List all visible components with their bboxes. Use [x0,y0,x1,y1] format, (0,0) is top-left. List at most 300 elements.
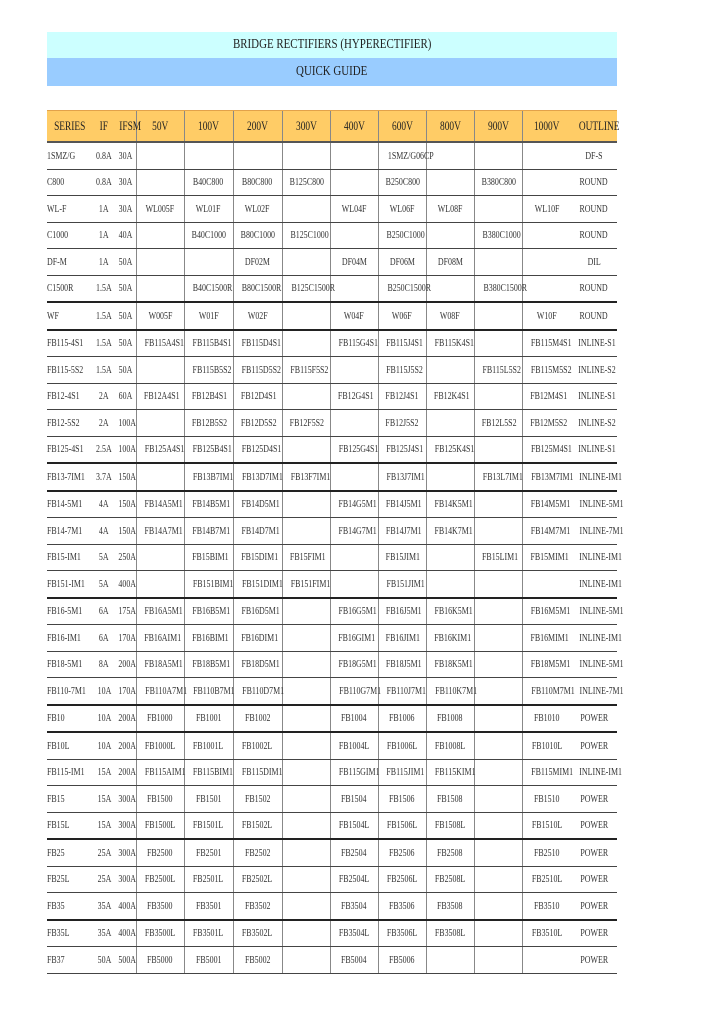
cell-text: FB125B4S1 [192,443,232,456]
table-cell [474,651,522,678]
table-row [47,732,617,759]
table-cell [426,920,474,947]
cell-text: FB3508L [434,927,466,940]
cell-text: FB3502 [244,899,271,912]
table-cell [426,410,474,437]
table-cell [474,839,522,866]
cell-text: FB151FIM1 [290,577,330,590]
series-cell [47,383,93,410]
cell-text: B380C1000 [481,229,521,242]
table-cell [233,812,282,839]
table-cell [426,866,474,893]
cell-text: FB14M7M1 [530,524,570,537]
cell-text: FB1001L [193,739,224,752]
table-cell [282,678,330,705]
table-cell [522,893,571,920]
table-cell [522,786,571,813]
cell-text: 500A [118,953,137,966]
table-cell [330,812,378,839]
outline-cell [571,275,617,302]
cell-text: FB18G5M1 [337,658,377,671]
cell-text: FB2506 [389,846,415,859]
cell-text: FB151BIM1 [192,577,233,590]
cell-text: FB1004L [338,739,370,752]
cell-text: 200A [118,658,137,671]
table-cell [426,491,474,518]
table-cell [93,598,115,625]
cell-text: FB1501L [193,819,224,832]
outline-cell [571,463,622,491]
series-cell [47,169,93,196]
table-cell [115,625,136,652]
table-cell [522,625,571,652]
series-cell [47,196,93,223]
outline-cell [571,705,617,733]
table-cell [282,463,330,491]
cell-text: FB12A4S1 [143,390,180,403]
table-cell [93,625,115,652]
table-cell [378,866,426,893]
table-cell [136,866,184,893]
table-cell [282,651,330,678]
table-row [47,598,617,625]
cell-text: POWER [580,846,608,859]
cell-text: 5A [99,577,109,590]
table-cell [184,330,233,357]
cell-text: FB16GIM1 [337,631,375,644]
cell-text: 1.5A [96,337,112,350]
cell-text: 2A [99,390,109,403]
cell-text: DF02M [244,255,271,268]
cell-text: FB1504 [341,792,367,805]
outline-cell [571,839,617,866]
table-row [47,518,617,545]
cell-text: FB13D7IM1 [241,470,283,483]
cell-text: FB18D5M1 [240,658,280,671]
cell-text: FB3500 [147,899,173,912]
series-cell [47,786,93,813]
table-cell [184,275,233,302]
table-cell [115,463,136,491]
cell-text: FB16A5M1 [143,605,183,618]
cell-text: POWER [580,792,608,805]
cell-text: FB125-4S1 [47,443,84,456]
quick-guide-table [47,110,624,974]
series-cell [47,920,93,947]
table-cell [233,920,282,947]
outline-cell [571,571,622,598]
table-cell [233,518,282,545]
cell-text: FB115J5S2 [385,363,423,376]
table-cell [233,705,282,733]
table-cell [474,947,522,974]
table-cell [330,947,378,974]
table-cell [115,410,136,437]
cell-text: FB16M5M1 [530,605,570,618]
outline-cell [571,759,622,786]
cell-text: FB16-IM1 [47,631,81,644]
column-header [93,111,115,143]
table-cell [330,518,378,545]
table-cell [115,330,136,357]
table-cell [115,196,136,223]
table-cell [330,410,378,437]
column-header-label: 400V [343,118,365,133]
table-cell [378,839,426,866]
cell-text: C1000 [47,229,69,242]
cell-text: FB13J7IM1 [385,470,425,483]
table-cell [474,142,522,169]
cell-text: FB5000 [147,953,173,966]
cell-text: 150A [118,498,137,511]
series-cell [47,436,93,463]
table-cell [378,518,426,545]
outline-cell [571,786,617,813]
cell-text: FB1001 [195,712,222,725]
table-cell [93,302,115,330]
table-cell [330,142,378,169]
table-cell [522,732,571,759]
table-cell [282,893,330,920]
cell-text: FB14G7M1 [337,524,377,537]
cell-text: 3.7A [96,470,112,483]
cell-text: FB1010 [533,712,560,725]
table-cell [233,651,282,678]
table-cell [93,544,115,571]
cell-text: 35A [97,899,111,912]
cell-text: 6A [99,605,109,618]
cell-text: 25A [97,873,111,886]
cell-text: FB12J4S1 [385,390,419,403]
cell-text: 1.5A [96,282,112,295]
table-cell [378,705,426,733]
cell-text: INLINE-IM1 [579,470,622,483]
cell-text: FB15BIM1 [191,551,229,564]
outline-cell [571,142,617,169]
cell-text: FB13F7IM1 [290,470,330,483]
table-cell [474,812,522,839]
table-cell [522,463,571,491]
cell-text: 50A [118,309,133,322]
cell-text: FB12K4S1 [433,390,470,403]
cell-text: B40C800 [193,176,224,189]
cell-text: FB115B4S1 [192,337,231,350]
table-cell [282,302,330,330]
table-cell [330,625,378,652]
cell-text: FB2506L [386,873,418,886]
cell-text: FB5001 [195,953,222,966]
series-cell [47,866,93,893]
cell-text: 0.8A [96,176,112,189]
subtitle-band [47,58,617,86]
cell-text: FB5002 [244,953,271,966]
table-row [47,651,617,678]
table-cell [282,436,330,463]
cell-text: FB2501 [195,846,222,859]
table-cell [184,893,233,920]
cell-text: FB3510L [531,927,562,940]
table-row [47,759,617,786]
table-cell [378,357,426,384]
cell-text: INLINE-S1 [578,443,616,456]
series-cell [47,812,93,839]
outline-cell [571,598,624,625]
table-cell [184,196,233,223]
table-cell [136,410,184,437]
cell-text: FB16G5M1 [337,605,377,618]
cell-text: FB14-5M1 [47,498,83,511]
table-cell [184,518,233,545]
table-cell [184,491,233,518]
cell-text: FB125J4S1 [385,443,423,456]
cell-text: 150A [118,470,137,483]
column-header-label: 1000V [534,118,560,133]
table-cell [115,598,136,625]
table-cell [93,786,115,813]
cell-text: FB125G4S1 [338,443,378,456]
table-cell [93,222,115,249]
cell-text: 10A [97,712,111,725]
table-cell [474,249,522,276]
outline-cell [571,222,617,249]
table-cell [184,222,233,249]
cell-text: FB125K4S1 [434,443,474,456]
cell-text: 30A [118,149,133,162]
cell-text: INLINE-5M1 [579,658,624,671]
cell-text: 1.5A [96,363,112,376]
cell-text: FB115D5S2 [241,363,281,376]
cell-text: FB12-4S1 [47,390,80,403]
table-cell [93,732,115,759]
table-cell [522,383,571,410]
cell-text: WL-F [47,202,67,215]
table-cell [378,812,426,839]
table-cell [93,463,115,491]
table-cell [330,705,378,733]
table-cell [282,330,330,357]
cell-text: FB1502L [242,819,273,832]
outline-cell [571,651,624,678]
table-cell [330,759,378,786]
cell-text: 15A [97,792,111,805]
cell-text: INLINE-IM1 [579,551,622,564]
table-cell [330,463,378,491]
table-cell [93,196,115,223]
cell-text: FB15LIM1 [481,551,518,564]
table-cell [378,571,426,598]
cell-text: W01F [198,309,219,322]
table-cell [474,598,522,625]
cell-text: FB16D5M1 [240,605,280,618]
table-row [47,357,617,384]
cell-text: 50A [118,255,133,268]
cell-text: 1SMZ/G06CP [387,149,434,162]
cell-text: FB125M4S1 [530,443,572,456]
cell-text: 15A [97,766,111,779]
cell-text: 1A [99,255,109,268]
series-cell [47,518,93,545]
cell-text: 5A [99,551,109,564]
series-cell [47,571,93,598]
table-cell [136,786,184,813]
table-cell [474,222,522,249]
cell-text: 175A [118,605,137,618]
cell-text: FB12J5S2 [385,416,419,429]
cell-text: INLINE-S1 [578,337,616,350]
cell-text: FB3501L [193,927,224,940]
cell-text: 300A [118,873,137,886]
column-header [571,111,620,143]
cell-text: FB1510L [531,819,562,832]
table-cell [136,491,184,518]
cell-text: 4A [99,498,109,511]
cell-text: 300A [118,846,137,859]
column-header [522,111,571,143]
table-cell [282,142,330,169]
table-cell [474,893,522,920]
cell-text: FB1506L [386,819,418,832]
table-row [47,196,617,223]
table-cell [115,169,136,196]
cell-text: FB1006L [386,739,418,752]
table-cell [136,463,184,491]
cell-text: INLINE-5M1 [579,605,624,618]
table-cell [474,544,522,571]
table-cell [136,598,184,625]
table-cell [330,839,378,866]
table-cell [233,222,282,249]
table-cell [115,786,136,813]
cell-text: DF06M [389,255,415,268]
cell-text: FB115-5S2 [47,363,84,376]
table-cell [93,330,115,357]
cell-text: WL01F [196,202,221,215]
cell-text: 50A [118,337,133,350]
table-cell [330,598,378,625]
series-cell [47,678,93,705]
cell-text: FB13-7IM1 [47,470,85,483]
table-cell [522,571,571,598]
table-cell [522,302,571,330]
table-cell [233,866,282,893]
cell-text: FB1006 [389,712,415,725]
cell-text: POWER [580,739,608,752]
table-cell [184,383,233,410]
table-cell [474,920,522,947]
cell-text: FB14M5M1 [530,498,570,511]
table-cell [184,169,233,196]
series-cell [47,330,93,357]
cell-text: FB115G4S1 [338,337,378,350]
cell-text: FB10 [47,712,65,725]
table-cell [136,436,184,463]
cell-text: C1500R [47,282,74,295]
cell-text: 15A [97,819,111,832]
table-cell [474,275,527,302]
table-cell [522,330,571,357]
cell-text: B80C1000 [240,229,275,242]
table-cell [93,920,115,947]
series-cell [47,357,93,384]
table-cell [474,491,522,518]
table-cell [136,142,184,169]
table-cell [330,920,378,947]
outline-cell [571,732,617,759]
table-row [47,839,617,866]
table-cell [233,302,282,330]
cell-text: FB12B4S1 [191,390,227,403]
table-cell [93,759,115,786]
table-cell [426,786,474,813]
cell-text: 1A [99,202,109,215]
cell-text: FB14A7M1 [143,524,183,537]
series-cell [47,249,93,276]
cell-text: 250A [118,551,137,564]
table-cell [93,518,115,545]
cell-text: FB14J7M1 [385,524,422,537]
table-cell [93,571,115,598]
cell-text: FB15 [47,792,65,805]
cell-text: 100A [118,443,137,456]
table-cell [93,947,115,974]
cell-text: B380C1500R [482,282,527,295]
table-cell [282,491,330,518]
table-row [47,275,617,302]
cell-text: FB16DIM1 [240,631,278,644]
table-cell [282,410,330,437]
column-header-label: 200V [247,118,268,133]
table-cell [184,651,233,678]
cell-text: FB2510 [533,846,560,859]
cell-text: POWER [580,873,608,886]
cell-text: FB14K5M1 [433,498,473,511]
table-cell [426,169,474,196]
cell-text: FB15L [47,819,70,832]
table-cell [184,705,233,733]
cell-text: FB15DIM1 [240,551,278,564]
cell-text: FB18-5M1 [47,658,83,671]
cell-text: INLINE-5M1 [579,498,624,511]
cell-text: FB14B7M1 [191,524,230,537]
cell-text: 50A [97,953,111,966]
table-cell [184,678,233,705]
cell-text: DF-M [47,255,67,268]
table-row [47,383,617,410]
cell-text: B125C1500R [290,282,335,295]
cell-text: ROUND [579,309,609,322]
table-cell [233,275,282,302]
table-cell [93,705,115,733]
table-cell [474,410,522,437]
column-header-label: 800V [439,118,461,133]
table-cell [330,678,381,705]
cell-text: FB3504L [338,927,370,940]
table-cell [93,142,115,169]
table-cell [282,812,330,839]
cell-text: FB14-7M1 [47,524,83,537]
cell-text: INLINE-7M1 [579,684,624,697]
table-cell [115,544,136,571]
table-cell [474,732,522,759]
table-cell [522,436,571,463]
table-cell [282,866,330,893]
table-cell [93,893,115,920]
table-cell [115,893,136,920]
cell-text: POWER [580,819,608,832]
cell-text: FB18K5M1 [433,658,473,671]
table-cell [522,249,571,276]
table-cell [522,222,571,249]
